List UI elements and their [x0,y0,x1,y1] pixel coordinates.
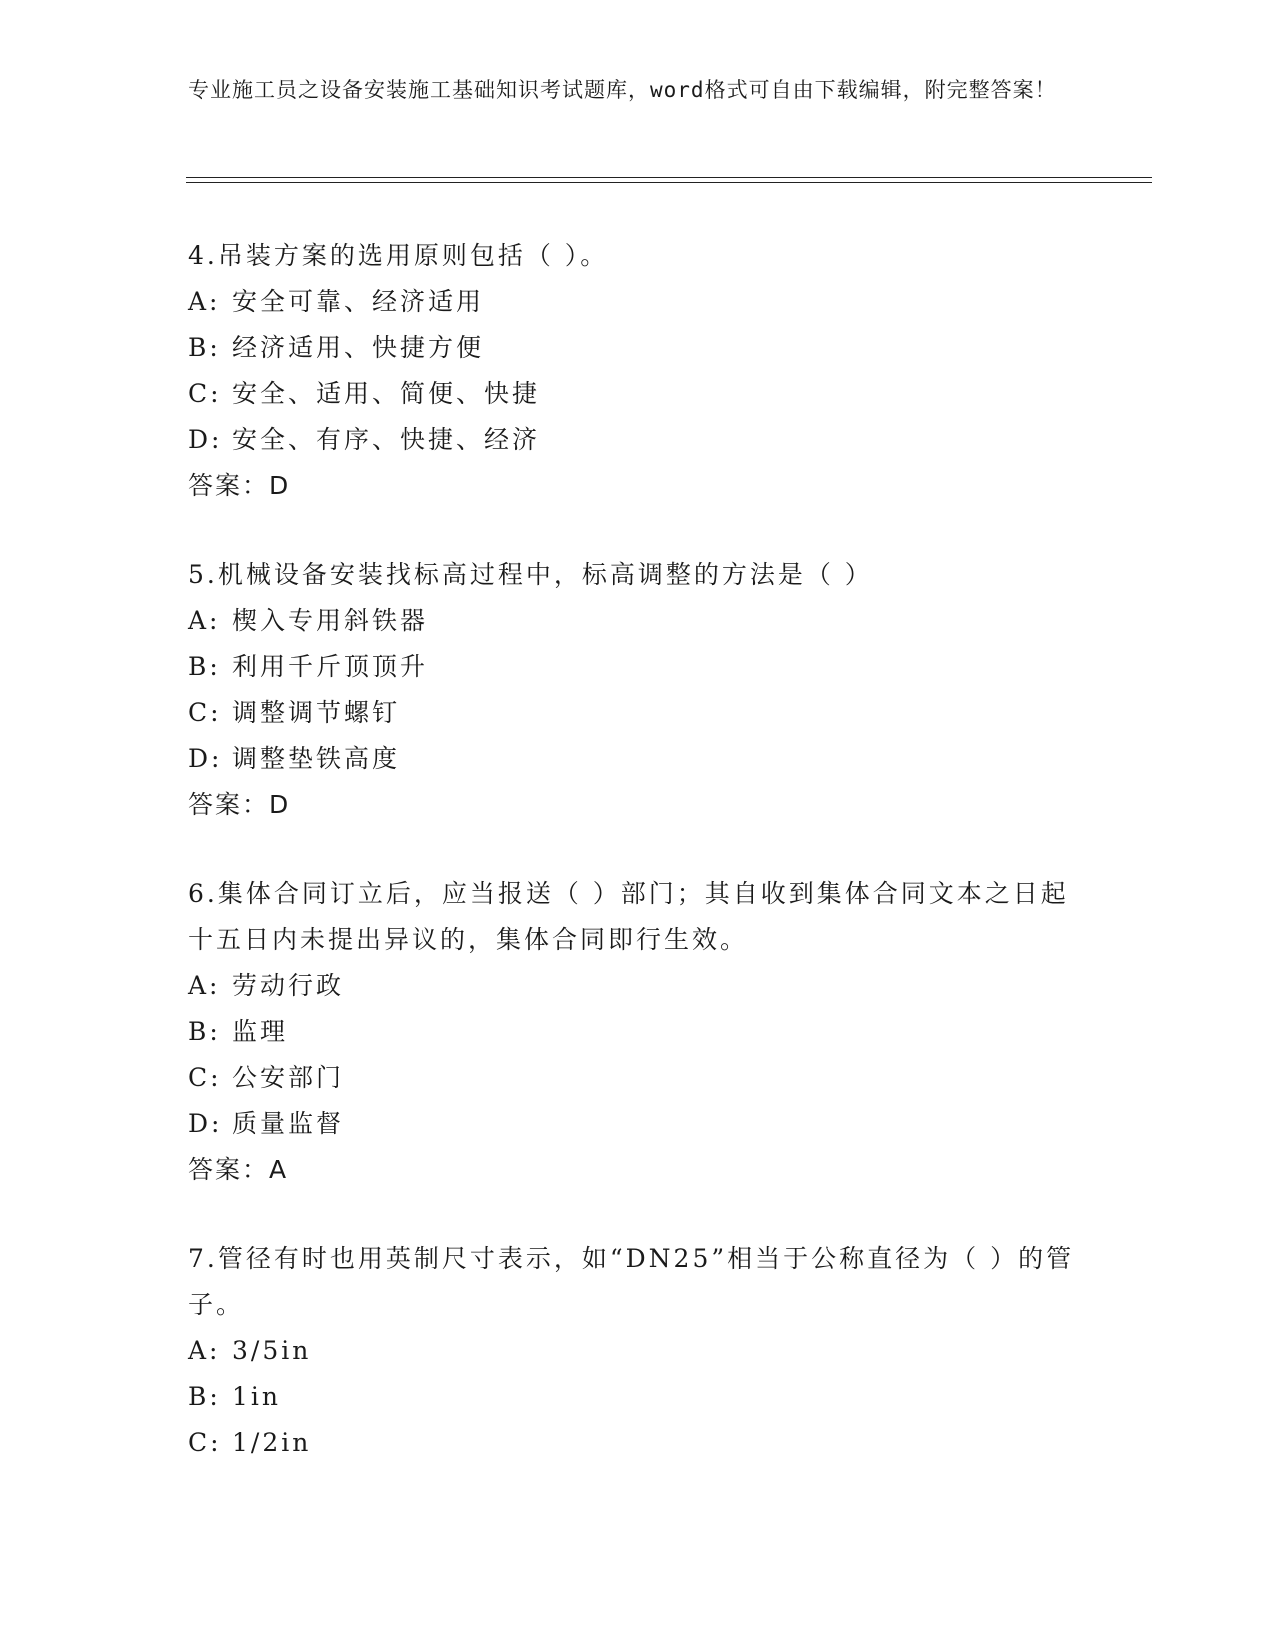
option-key: A: [188,1336,221,1365]
option-b [188,644,1088,690]
header-divider-bottom [186,182,1152,183]
option-key: A: [188,287,221,316]
question-text: 4.吊装方案的选用原则包括（ ）。 [188,241,609,270]
option-text: 利用千斤顶顶升 [232,652,429,681]
option-text: 1/2in [232,1428,312,1457]
option-text: 调整调节螺钉 [232,698,401,727]
option-key: B: [188,652,221,681]
option-key: A: [188,971,221,1000]
option-text: 安全可靠、经济适用 [232,287,485,316]
option-key: C: [188,1063,222,1092]
option-key: A: [188,606,221,635]
option-key: D: [188,1109,223,1138]
option-text: 调整垫铁高度 [232,744,401,773]
option-b [188,1374,1088,1420]
option-text: 劳动行政 [232,971,345,1000]
option-c [188,371,1088,417]
option-key: B: [188,1382,221,1411]
option-text: 楔入专用斜铁器 [232,606,429,635]
question-6 [188,871,1088,1193]
option-a [188,598,1088,644]
question-text: 6.集体合同订立后，应当报送（ ）部门；其自收到集体合同文本之日起十五日内未提出异议的，集体合同即行生效。 [188,879,1069,954]
question-text: 7.管径有时也用英制尺寸表示，如“DN25”相当于公称直径为（ ）的管子。 [188,1244,1075,1319]
document-header: 专业施工员之设备安装施工基础知识考试题库，word格式可自由下载编辑，附完整答案！ [188,78,1057,102]
option-key: C: [188,379,222,408]
option-text: 安全、有序、快捷、经济 [232,425,541,454]
question-4 [188,233,1088,509]
question-text: 5.机械设备安装找标高过程中，标高调整的方法是（ ） [188,560,873,589]
option-a [188,963,1088,1009]
answer-label: 答案：D [188,471,291,500]
option-text: 1in [232,1382,282,1411]
option-d [188,1101,1088,1147]
option-text: 安全、适用、简便、快捷 [232,379,541,408]
question-7 [188,1236,1088,1466]
option-key: C: [188,1428,222,1457]
option-c [188,690,1088,736]
option-key: D: [188,425,223,454]
option-a [188,1328,1088,1374]
option-key: B: [188,333,221,362]
option-d [188,417,1088,463]
option-b [188,325,1088,371]
option-d [188,736,1088,782]
option-text: 经济适用、快捷方便 [232,333,485,362]
option-text: 3/5in [232,1336,312,1365]
option-b [188,1009,1088,1055]
header-divider-top [186,177,1152,178]
option-key: B: [188,1017,221,1046]
option-c [188,1420,1088,1466]
option-key: C: [188,698,222,727]
option-text: 质量监督 [232,1109,345,1138]
option-text: 公安部门 [232,1063,345,1092]
option-key: D: [188,744,223,773]
answer-label: 答案：A [188,1155,289,1184]
option-c [188,1055,1088,1101]
question-5 [188,552,1088,828]
option-text: 监理 [232,1017,289,1046]
option-a [188,279,1088,325]
answer-label: 答案：D [188,790,291,819]
